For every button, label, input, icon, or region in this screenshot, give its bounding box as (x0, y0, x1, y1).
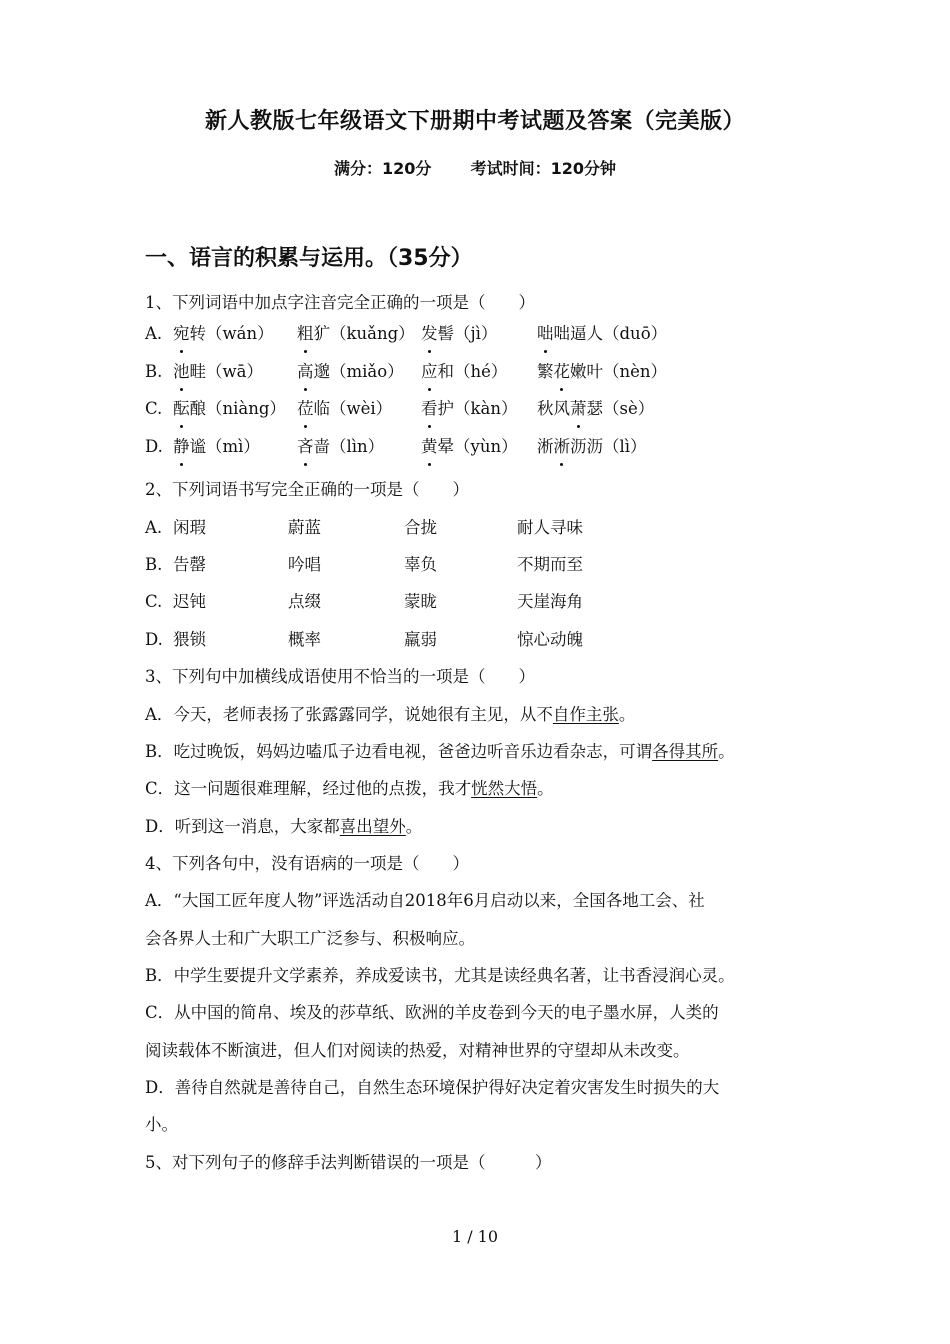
word-item: 闲瑕 (173, 518, 206, 537)
dotted-character: 应 (421, 360, 438, 384)
total-score: 满分：120分 (334, 159, 432, 178)
exam-info (0, 156, 950, 179)
word-item: 迟钝 (173, 592, 206, 611)
exam-time: 考试时间：120分钟 (470, 159, 616, 178)
pinyin-item: 黄晕（yùn） (421, 435, 518, 459)
option-line: A．“大国工匠年度人物”评选活动自2018年6月启动以来，全国各地工会、社 (145, 891, 705, 910)
pinyin-item: 宛转（wán） (173, 322, 274, 346)
word-item: 蒙眬 (404, 592, 437, 611)
dotted-character: 黄 (421, 435, 438, 459)
option-line: 会各界人士和广大职工广泛参与、积极响应。 (145, 929, 475, 948)
option-label: D. (145, 630, 163, 649)
dotted-character: 吝 (297, 435, 314, 459)
dotted-character: 淅 (554, 435, 571, 459)
question-stem: 2、下列词语书写完全正确的一项是（ ） (145, 480, 469, 499)
dotted-character: 咄 (537, 322, 554, 346)
word-item: 不期而至 (517, 555, 583, 574)
pinyin-item: 繁花嫩叶（nèn） (537, 360, 667, 384)
word-item: 点缀 (288, 592, 321, 611)
option-label: A. (145, 324, 163, 343)
pinyin-item: 吝啬（lìn） (297, 435, 384, 459)
pinyin-item: 静谧（mì） (173, 435, 260, 459)
word-item: 天崖海角 (517, 592, 583, 611)
dotted-character: 池 (173, 360, 190, 384)
pinyin-item: 粗犷（kuǎng） (297, 322, 415, 346)
option-label: B. (145, 362, 163, 381)
pinyin-item: 发髻（jì） (421, 322, 497, 346)
pinyin-item: 高邈（miǎo） (297, 360, 404, 384)
option-label: A. (145, 518, 163, 537)
pinyin-item: 酝酿（niàng） (173, 397, 286, 421)
question-stem: 3、下列句中加横线成语使用不恰当的一项是（ ） (145, 667, 535, 686)
option-line: 小。 (145, 1115, 178, 1134)
option-line: B．中学生要提升文学素养，养成爱读书，尤其是读经典名著，让书香浸润心灵。 (145, 966, 735, 985)
pinyin-item: 淅淅沥沥（lì） (537, 435, 647, 459)
word-item: 吟唱 (288, 555, 321, 574)
option-label: C. (145, 592, 163, 611)
underlined-idiom: 各得其所 (652, 742, 719, 761)
underlined-idiom: 恍然大悟 (471, 779, 538, 798)
dotted-character: 看 (421, 397, 438, 421)
dotted-character: 粗 (297, 322, 314, 346)
option-line: 阅读载体不断演进，但人们对阅读的热爱，对精神世界的守望却从未改变。 (145, 1041, 690, 1060)
dotted-character: 花 (554, 360, 571, 384)
option-b: B．吃过晚饭，妈妈边嗑瓜子边看电视，爸爸边听音乐边看杂志，可谓各得其所。 (145, 742, 735, 761)
dotted-character: 高 (297, 360, 314, 384)
word-item: 概率 (288, 630, 321, 649)
pinyin-item: 看护（kàn） (421, 397, 517, 421)
dotted-character: 发 (421, 322, 438, 346)
pinyin-item: 秋风萧瑟（sè） (537, 397, 654, 421)
word-item: 羸弱 (404, 630, 437, 649)
underlined-idiom: 自作主张 (552, 705, 619, 724)
word-item: 猥锁 (173, 630, 206, 649)
word-item: 惊心动魄 (517, 630, 583, 649)
option-label: C. (145, 399, 163, 418)
word-item: 耐人寻味 (517, 518, 583, 537)
page-number: 1 / 10 (451, 1227, 499, 1246)
word-item: 蔚蓝 (288, 518, 321, 537)
dotted-character: 莅 (297, 397, 314, 421)
option-d: D．听到这一消息，大家都喜出望外。 (145, 817, 423, 836)
pinyin-item: 应和（hé） (421, 360, 507, 384)
option-label: B. (145, 555, 163, 574)
page-title: 新人教版七年级语文下册期中考试题及答案（完美版） (204, 109, 745, 134)
word-item: 合拢 (404, 518, 437, 537)
question-stem: 1、下列词语中加点字注音完全正确的一项是（ ） (145, 293, 535, 312)
pinyin-item: 池畦（wā） (173, 360, 263, 384)
dotted-character: 酝 (173, 397, 190, 421)
pinyin-item: 咄咄逼人（duō） (537, 322, 667, 346)
pinyin-item: 莅临（wèi） (297, 397, 392, 421)
dotted-character: 静 (173, 435, 190, 459)
word-item: 告罄 (173, 555, 206, 574)
dotted-character: 萧 (570, 397, 587, 421)
option-a: A．今天，老师表扬了张露露同学，说她很有主见，从不自作主张。 (145, 705, 636, 724)
underlined-idiom: 喜出望外 (339, 817, 406, 836)
option-c: C．这一问题很难理解，经过他的点拨，我才恍然大悟。 (145, 779, 554, 798)
option-line: D．善待自然就是善待自己，自然生态环境保护得好决定着灾害发生时损失的大 (145, 1078, 720, 1097)
option-line: C．从中国的简帛、埃及的莎草纸、欧洲的羊皮卷到今天的电子墨水屏，人类的 (145, 1003, 719, 1022)
word-item: 辜负 (404, 555, 437, 574)
dotted-character: 宛 (173, 322, 190, 346)
option-label: D. (145, 437, 163, 456)
question-stem: 5、对下列句子的修辞手法判断错误的一项是（ ） (145, 1153, 552, 1172)
section-heading: 一、语言的积累与运用。（35分） (145, 246, 473, 271)
question-stem: 4、下列各句中，没有语病的一项是（ ） (145, 854, 469, 873)
